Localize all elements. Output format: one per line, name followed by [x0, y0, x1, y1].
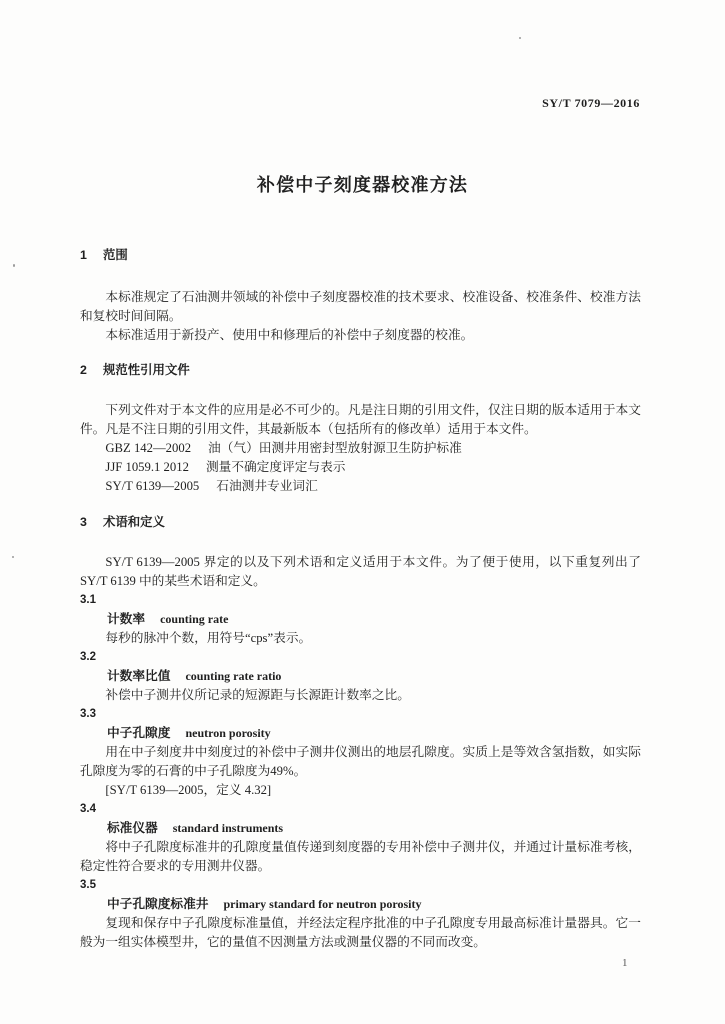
paragraph-line: 本标准适用于新投产、使用中和修理后的补偿中子刻度器的校准。 [105, 328, 474, 342]
section-heading-terms-and-definitions [80, 513, 641, 532]
term-definition-line: 稳定性符合要求的专用测井仪器。 [80, 859, 271, 873]
term-name [80, 895, 641, 914]
section-number: 3 [80, 515, 87, 529]
scan-speck [13, 264, 15, 267]
paragraph-line: 下列文件对于本文件的应用是必不可少的。凡是注日期的引用文件，仅注日期的版本适用于本文 [105, 403, 641, 417]
term-definition-line: 每秒的脉冲个数，用符号“cps”表示。 [105, 631, 312, 645]
term-definition-line: 补偿中子测井仪所记录的短源距与长源距计数率之比。 [105, 688, 410, 702]
term-number: 3.3 [80, 708, 96, 720]
section-number: 1 [80, 248, 87, 262]
term-definition-line: 孔隙度为零的石膏的中子孔隙度为49%。 [80, 764, 307, 778]
term-source: [SY/T 6139—2005，定义 4.32] [105, 783, 272, 797]
term-chinese: 计数率 [107, 612, 146, 626]
term-definition-line: 复现和保存中子孔隙度标准量值，并经法定程序批准的中子孔隙度专用最高标准计量器具。它一 [105, 916, 641, 930]
term-number: 3.5 [80, 879, 96, 891]
paragraph-line: 件。凡是不注日期的引用文件，其最新版本（包括所有的修改单）适用于本文件。 [80, 422, 537, 436]
term-entry [80, 648, 641, 705]
term-english: standard instruments [172, 821, 284, 835]
paragraph [80, 401, 641, 439]
term-name [80, 819, 641, 838]
term-entry [80, 800, 641, 876]
scan-speck [519, 37, 521, 39]
section-title: 规范性引用文件 [103, 363, 190, 377]
term-definition-line: 般为一组实体模型井，它的量值不因测量方法或测量仪器的不同而改变。 [80, 935, 486, 949]
reference-code: JJF 1059.1 2012 [105, 460, 189, 474]
standard-number-header: SY/T 7079—2016 [542, 96, 640, 110]
reference-code: GBZ 142—2002 [105, 441, 192, 455]
section-heading-normative-references [80, 361, 641, 380]
term-name [80, 667, 641, 686]
term-definition-line: 用在中子刻度井中刻度过的补偿中子测井仪测出的地层孔隙度。实质上是等效含氢指数，如实际 [105, 745, 641, 759]
paragraph-line: SY/T 6139 中的某些术语和定义。 [80, 574, 266, 588]
term-entry [80, 876, 641, 952]
term-english: counting rate ratio [185, 669, 282, 683]
reference-item [80, 458, 641, 477]
reference-title: 油（气）田测井用密封型放射源卫生防护标准 [208, 441, 462, 455]
term-chinese: 中子孔隙度 [107, 726, 171, 740]
term-english: counting rate [160, 612, 229, 626]
paragraph-line: 和复校时间间隔。 [80, 309, 182, 323]
term-entry [80, 591, 641, 648]
term-entry [80, 705, 641, 800]
term-chinese: 计数率比值 [107, 669, 171, 683]
document-title: 补偿中子刻度器校准方法 [256, 175, 469, 195]
section-title: 术语和定义 [103, 515, 165, 529]
section-number: 2 [80, 363, 87, 377]
paragraph [80, 326, 641, 345]
term-number: 3.2 [80, 651, 96, 663]
scan-speck [12, 556, 14, 558]
paragraph-line: SY/T 6139—2005 界定的以及下列术语和定义适用于本文件。为了便于使用，以下重复列出了 [105, 555, 641, 569]
reference-item [80, 477, 641, 496]
document-body [80, 246, 641, 952]
term-chinese: 标准仪器 [107, 821, 158, 835]
reference-item [80, 439, 641, 458]
paragraph [80, 553, 641, 591]
section-title: 范围 [103, 248, 128, 262]
term-name [80, 724, 641, 743]
reference-code: SY/T 6139—2005 [105, 479, 200, 493]
paragraph-line: 本标准规定了石油测井领域的补偿中子刻度器校准的技术要求、校准设备、校准条件、校准方法 [105, 290, 641, 304]
term-chinese: 中子孔隙度标准井 [107, 897, 209, 911]
reference-list [80, 439, 641, 496]
term-name [80, 610, 641, 629]
page-number: 1 [622, 957, 628, 969]
reference-title: 测量不确定度评定与表示 [205, 460, 346, 474]
paragraph [80, 288, 641, 326]
section-heading-scope [80, 246, 641, 265]
term-english: neutron porosity [185, 726, 271, 740]
reference-title: 石油测井专业词汇 [216, 479, 318, 493]
term-number: 3.1 [80, 594, 96, 606]
term-number: 3.4 [80, 803, 96, 815]
term-definition-line: 将中子孔隙度标准井的孔隙度量值传递到刻度器的专用补偿中子测井仪，并通过计量标准考核， [105, 840, 641, 854]
term-english: primary standard for neutron porosity [223, 897, 422, 911]
